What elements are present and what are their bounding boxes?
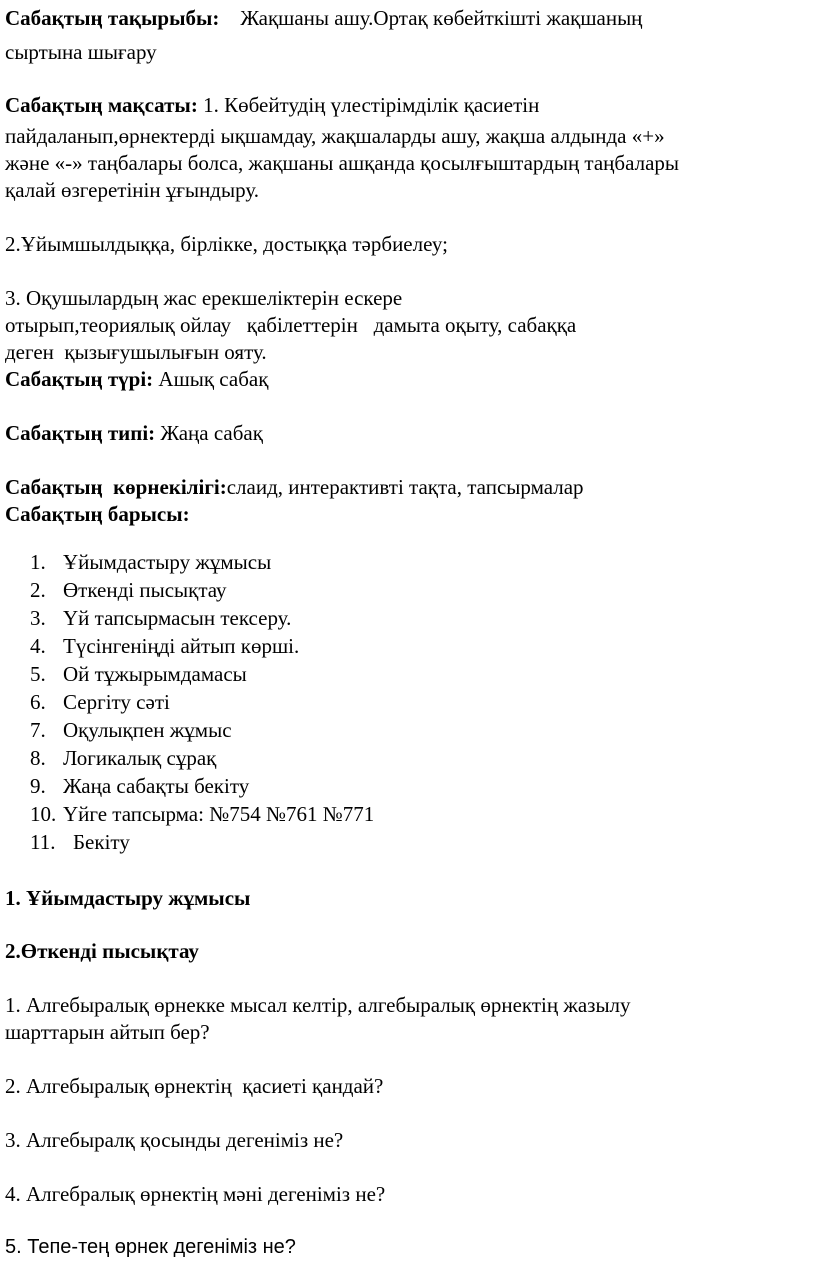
list-item-number: 8. (30, 746, 46, 770)
question-3: 3. Алгебыралқ қосынды дегеніміз не? (5, 1128, 344, 1152)
list-item-number: 11. (30, 830, 56, 854)
list-item-text: Түсінгеніңді айтып көрші. (63, 634, 300, 658)
question-5: 5. Тепе-тең өрнек дегеніміз не? (5, 1236, 296, 1258)
list-item-number: 3. (30, 606, 46, 630)
question-2: 2. Алгебыралық өрнектің қасиеті қандай? (5, 1074, 384, 1098)
list-item-text: Бекіту (73, 830, 130, 854)
goal-text-3: және «-» таңбалары болса, жақшаны ашқанда қосылғыштардың таңбалары (5, 151, 680, 175)
lesson-kind-value: Жаңа сабақ (155, 421, 263, 445)
list-item-text: Үй тапсырмасын тексеру. (63, 606, 292, 630)
goal-3-line-3: деген қызығушылығын ояту. (5, 340, 267, 364)
lesson-visuals-label: Сабақтың көрнекілігі: (5, 475, 227, 499)
list-item-text: Оқулықпен жұмыс (63, 718, 232, 742)
list-item-number: 10. (30, 802, 57, 826)
list-item-text: Ұйымдастыру жұмысы (63, 550, 272, 574)
lesson-type-value: Ашық сабақ (153, 367, 269, 391)
topic-value: Жақшаны ашу.Ортақ көбейткішті жақшаның (240, 6, 643, 30)
question-4: 4. Алгебралық өрнектің мәні дегеніміз не? (5, 1182, 386, 1206)
lesson-type (5, 366, 268, 392)
list-item-number: 9. (30, 774, 46, 798)
list-item-number: 4. (30, 634, 46, 658)
question-1-line-1: 1. Алгебыралық өрнекке мысал келтір, алгебыралық өрнектің жазылу (5, 993, 631, 1017)
lesson-kind-label: Сабақтың типі: (5, 421, 156, 445)
list-item-number: 5. (30, 662, 46, 686)
section-heading-review: 2.Өткенді пысықтау (5, 939, 199, 963)
question-1-line-2: шарттарын айтып бер? (5, 1020, 210, 1044)
list-item-text: Ой тұжырымдамасы (63, 662, 247, 686)
section-heading-organization: 1. Ұйымдастыру жұмысы (5, 886, 251, 910)
list-item-text: Жаңа сабақты бекіту (63, 774, 250, 798)
list-item-number: 2. (30, 578, 46, 602)
topic-line (5, 5, 642, 31)
list-item-number: 7. (30, 718, 46, 742)
list-item-number: 6. (30, 690, 46, 714)
goal-3-line-1: 3. Оқушылардың жас ерекшеліктерін ескере (5, 286, 403, 310)
goal-text-1: 1. Көбейтудің үлестірімділік қасиетін (197, 93, 540, 117)
lesson-type-label: Сабақтың түрі: (5, 367, 154, 391)
goal-line (5, 92, 539, 118)
topic-continuation: сыртына шығару (5, 40, 157, 64)
list-item-text: Сергіту сәті (63, 690, 170, 714)
lesson-visuals-value: слаид, интерактивті тақта, тапсырмалар (226, 475, 584, 499)
goal-2: 2.Ұйымшылдыққа, бірлікке, достыққа тәрбиелеу; (5, 232, 448, 256)
list-item-text: Өткенді пысықтау (63, 578, 227, 602)
lesson-kind (5, 420, 263, 446)
goal-text-4: қалай өзгеретінін ұғындыру. (5, 178, 259, 202)
goal-text-2: пайдаланып,өрнектерді ықшамдау, жақшаларды ашу, жақша алдында «+» (5, 124, 665, 148)
topic-label: Сабақтың тақырыбы: (5, 6, 220, 30)
lesson-visuals (5, 474, 584, 500)
goal-label: Сабақтың мақсаты: (5, 93, 198, 117)
lesson-progress-label: Сабақтың барысы: (5, 502, 190, 526)
list-item-text: Үйге тапсырма: №754 №761 №771 (63, 802, 375, 826)
list-item-text: Логикалық сұрақ (63, 746, 217, 770)
goal-3-line-2: отырып,теориялық ойлау қабілеттерін дамыта оқыту, сабаққа (5, 313, 577, 337)
list-item-number: 1. (30, 550, 46, 574)
